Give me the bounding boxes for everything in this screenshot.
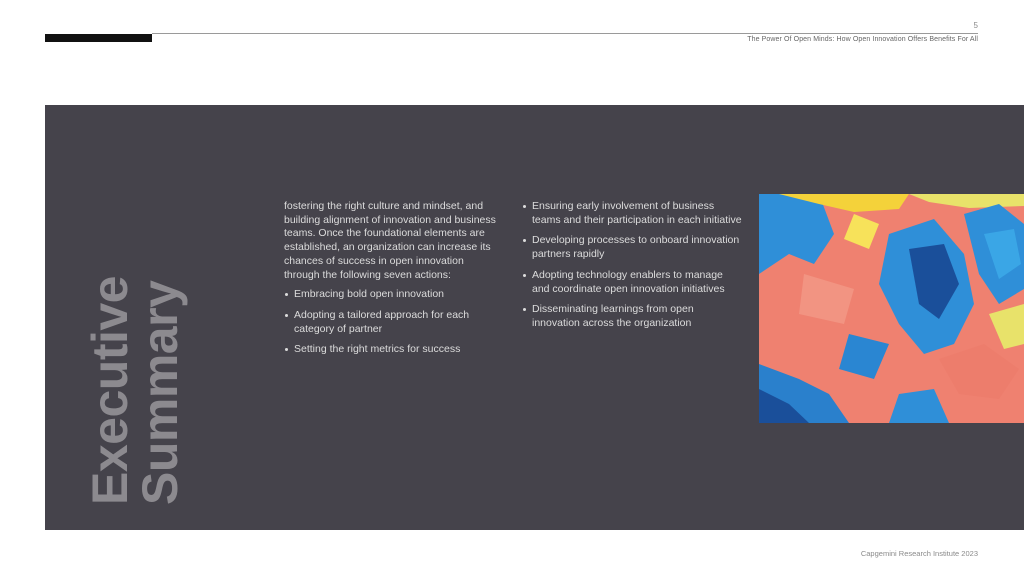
section-title-line2: Summary — [132, 280, 188, 505]
bullet-dot — [285, 314, 288, 317]
bullet-dot — [523, 239, 526, 242]
body-column-2 — [522, 200, 742, 338]
list-item-text: Disseminating learnings from open innovation across the organization — [532, 303, 694, 329]
bullet-dot — [523, 205, 526, 208]
bullet-dot — [285, 348, 288, 351]
footer-credit: Capgemini Research Institute 2023 — [860, 549, 978, 558]
header-rule — [152, 33, 978, 34]
page-number: 5 — [973, 21, 978, 30]
list-item-text: Ensuring early involvement of business teams and their participation in each initiative — [532, 200, 742, 226]
list-item — [522, 200, 742, 227]
bullet-dot — [285, 293, 288, 296]
list-item-text: Developing processes to onboard innovation partners rapidly — [532, 234, 740, 261]
running-title: The Power Of Open Minds: How Open Innovation Offers Benefits For All — [747, 36, 978, 43]
actions-list-1 — [284, 288, 496, 357]
list-item — [284, 309, 496, 336]
list-item-text: Setting the right metrics for success — [294, 343, 461, 356]
list-item — [522, 234, 742, 261]
list-item-text: Adopting a tailored approach for each category of partner — [294, 308, 470, 335]
header-bar — [45, 34, 152, 42]
list-item — [522, 269, 742, 296]
list-item — [522, 303, 742, 330]
intro-paragraph: fostering the right culture and mindset, and building alignment of innovation and business teams. Once the foundational elements are established, an organization can increase its chances of success in open innovation through the following seven actions: — [284, 200, 496, 281]
bullet-dot — [523, 274, 526, 277]
list-item — [284, 288, 496, 302]
section-title — [82, 235, 188, 505]
actions-list-2 — [522, 200, 742, 331]
bullet-dot — [523, 308, 526, 311]
abstract-paint-image — [759, 194, 1024, 423]
body-column-1 — [284, 200, 496, 364]
section-title-line1: Executive — [82, 276, 138, 505]
list-item — [284, 343, 496, 357]
list-item-text: Adopting technology enablers to manage and coordinate open innovation initiatives — [532, 268, 725, 295]
list-item-text: Embracing bold open innovation — [294, 288, 445, 301]
